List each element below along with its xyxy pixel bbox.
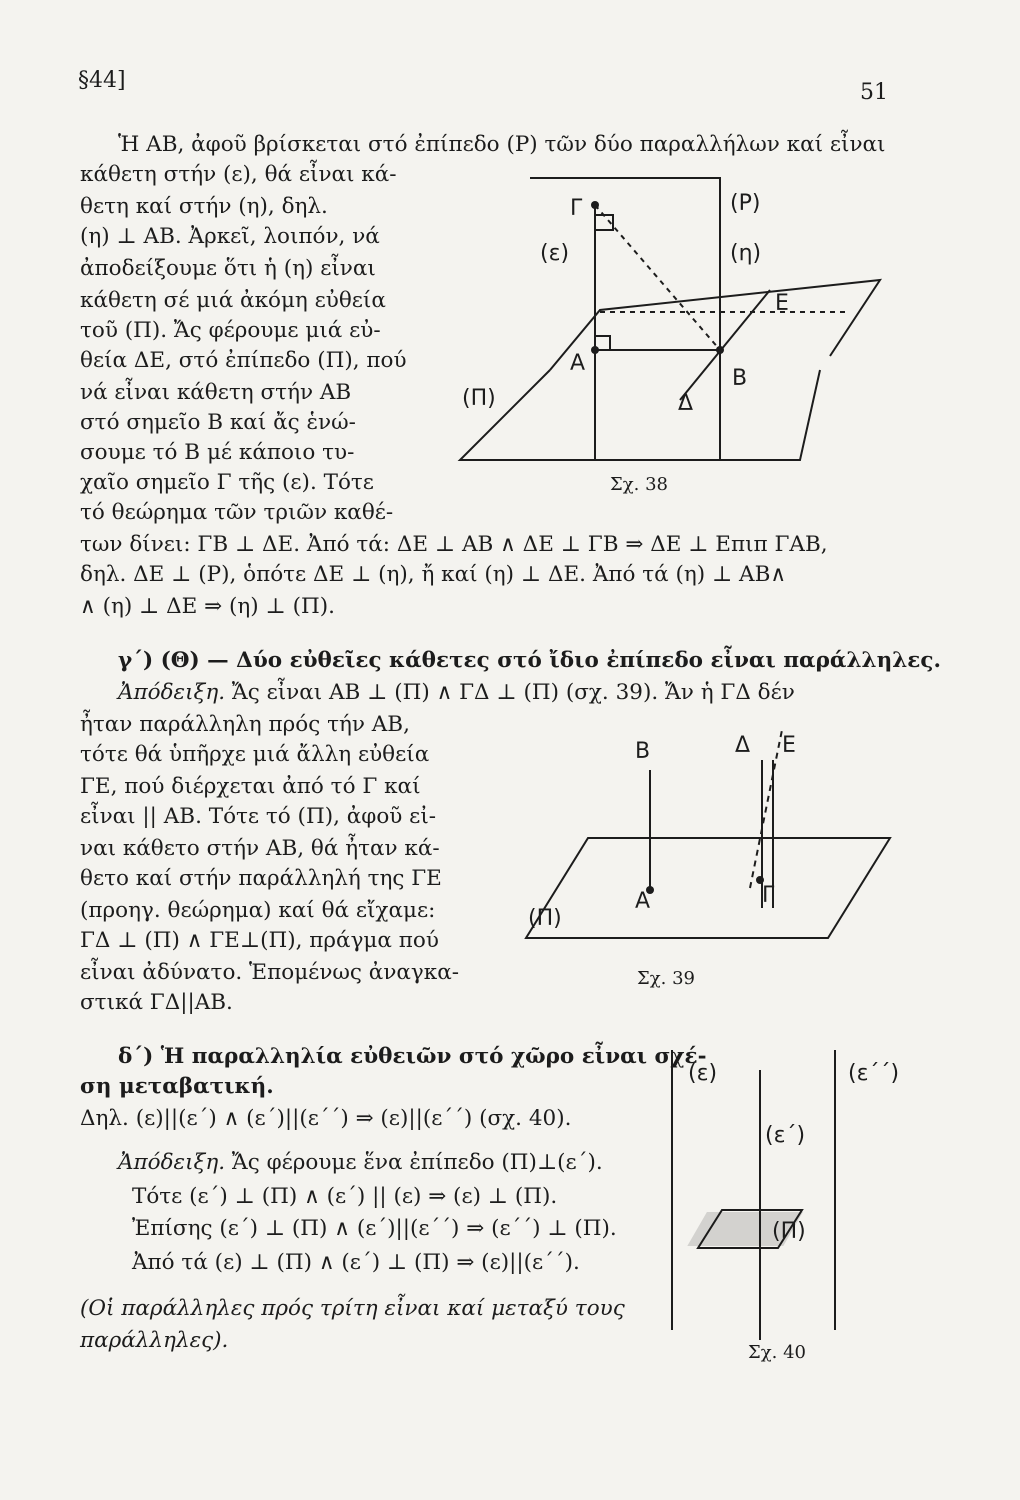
label-pi: (Π) (528, 906, 562, 931)
figure-39-caption: Σχ. 39 (637, 968, 695, 989)
plane-p-outline (530, 178, 720, 460)
text-line: θετη καί στήν (η), δηλ. (80, 194, 328, 219)
text-line: ΓΔ ⊥ (Π) ∧ ΓΕ⊥(Π), πράγμα πού (80, 928, 439, 953)
text-line: νά εἶναι κάθετη στήν ΑΒ (80, 380, 352, 405)
point-a (591, 346, 599, 354)
proof-line: Ἀπόδειξη. Ἄς εἶναι ΑΒ ⊥ (Π) ∧ ΓΔ ⊥ (Π) (σχ. 39). Ἄν ἡ ΓΔ δέν (118, 680, 795, 705)
label-d: Δ (678, 391, 694, 416)
label-pi: (Π) (462, 386, 496, 411)
point-g (591, 201, 599, 209)
text-line: Ἡ ΑΒ, ἀφοῦ βρίσκεται στό ἐπίπεδο (Ρ) τῶν δύο παραλλήλων καί εἶναι (118, 132, 886, 157)
label-p: (Ρ) (730, 191, 761, 216)
label-e: (ε) (688, 1061, 718, 1086)
text-line: ναι κάθετο στήν ΑΒ, θά ἦταν κά- (80, 836, 440, 861)
label-b: Β (635, 739, 651, 764)
text-line: κάθετη σέ μιά ἀκόμη εὐθεία (80, 288, 386, 313)
section-marker: §44] (78, 68, 126, 93)
text-line: σουμε τό Β μέ κάποιο τυ- (80, 440, 355, 465)
text-line: χαῖο σημεῖο Γ τῆς (ε). Τότε (80, 470, 374, 495)
text-line: θετο καί στήν παράλληλή της ΓΕ (80, 866, 442, 891)
label-e: (ε) (540, 241, 570, 266)
text-line: τό θεώρημα τῶν τριῶν καθέ- (80, 500, 394, 525)
proof-step: Ἀπό τά (ε) ⊥ (Π) ∧ (ε΄) ⊥ (Π) ⇒ (ε)||(ε΄΄). (132, 1250, 580, 1275)
statement-line: Δηλ. (ε)||(ε΄) ∧ (ε΄)||(ε΄΄) ⇒ (ε)||(ε΄΄) (σχ. 40). (80, 1106, 572, 1131)
text-line: τοῦ (Π). Ἄς φέρουμε μιά εὐ- (80, 318, 381, 343)
text-line: εἶναι || ΑΒ. Τότε τό (Π), ἀφοῦ εἰ- (80, 804, 437, 829)
text-line: ἦταν παράλληλη πρός τήν ΑΒ, (80, 712, 410, 737)
label-e: Ε (782, 733, 796, 758)
figure-39 (490, 720, 890, 960)
text-line: κάθετη στήν (ε), θά εἶναι κά- (80, 162, 397, 187)
text-line: εἶναι ἀδύνατο. Ἑπομένως ἀναγκα- (80, 960, 459, 985)
text-line: στό σημεῖο Β καί ἄς ἑνώ- (80, 410, 356, 435)
proof-label: Ἀπόδειξη. (118, 1150, 226, 1175)
text-line: των δίνει: ΓΒ ⊥ ΔΕ. Ἀπό τά: ΔΕ ⊥ ΑΒ ∧ ΔΕ ⊥ ΓΒ ⇒ ΔΕ ⊥ Επιπ ΓΑΒ, (80, 532, 828, 557)
label-a: Α (635, 889, 651, 914)
text-line: τότε θά ὑπῆρχε μιά ἄλλη εὐθεία (80, 742, 430, 767)
label-eta: (η) (730, 241, 762, 266)
text-line: στικά ΓΔ||ΑΒ. (80, 990, 233, 1015)
proof-step: Τότε (ε΄) ⊥ (Π) ∧ (ε΄) || (ε) ⇒ (ε) ⊥ (Π). (132, 1184, 558, 1209)
label-e1: (ε΄) (765, 1123, 806, 1148)
theorem-heading: δ΄) Ἡ παραλληλία εὐθειῶν στό χῶρο εἶναι σχέ- (118, 1044, 707, 1069)
label-pi: (Π) (772, 1219, 806, 1244)
note-line: (Οἱ παράλληλες πρός τρίτη εἶναι καί μεταξύ τους (80, 1296, 625, 1321)
label-e-point: Ε (775, 291, 789, 316)
line-de (680, 290, 770, 400)
plane-pi (526, 838, 890, 938)
line-ge (750, 730, 782, 888)
text-line: ∧ (η) ⊥ ΔΕ ⇒ (η) ⊥ (Π). (80, 594, 335, 619)
label-e2: (ε΄΄) (848, 1061, 900, 1086)
theorem-heading: ση μεταβατική. (80, 1074, 274, 1099)
label-a: Α (570, 351, 586, 376)
proof-step: Ἐπίσης (ε΄) ⊥ (Π) ∧ (ε΄)||(ε΄΄) ⇒ (ε΄΄) ⊥ (Π). (132, 1216, 617, 1241)
text-line: δηλ. ΔΕ ⊥ (Ρ), ὁπότε ΔΕ ⊥ (η), ἤ καί (η) ⊥ ΔΕ. Ἀπό τά (η) ⊥ ΑΒ∧ (80, 562, 787, 587)
plane-pi-front (460, 370, 820, 460)
proof-line: Ἀπόδειξη. Ἄς φέρουμε ἕνα ἐπίπεδο (Π)⊥(ε΄). (118, 1150, 603, 1175)
note-line: παράλληλες). (80, 1328, 229, 1353)
text-line: ΓΕ, πού διέρχεται ἀπό τό Γ καί (80, 774, 421, 799)
figure-40 (640, 1030, 920, 1360)
figure-38 (420, 160, 900, 500)
theorem-heading: γ΄) (Θ) — Δύο εὐθεῖες κάθετες στό ἴδιο ἐπίπεδο εἶναι παράλληλες. (118, 648, 941, 673)
text-line: (προηγ. θεώρημα) καί θά εἴχαμε: (80, 898, 436, 923)
label-d: Δ (735, 733, 751, 758)
figure-38-caption: Σχ. 38 (610, 474, 668, 495)
text-line: ἀποδείξουμε ὅτι ἡ (η) εἶναι (80, 256, 376, 281)
figure-40-caption: Σχ. 40 (748, 1342, 806, 1363)
label-b: Β (732, 366, 748, 391)
label-g: Γ (570, 196, 583, 221)
page-number: 51 (860, 80, 888, 105)
point-b (716, 346, 724, 354)
text-line: (η) ⊥ ΑΒ. Ἀρκεῖ, λοιπόν, νά (80, 224, 380, 249)
text-line: θεία ΔΕ, στό ἐπίπεδο (Π), πού (80, 348, 407, 373)
proof-label: Ἀπόδειξη. (118, 680, 226, 705)
label-g: Γ (762, 883, 775, 908)
